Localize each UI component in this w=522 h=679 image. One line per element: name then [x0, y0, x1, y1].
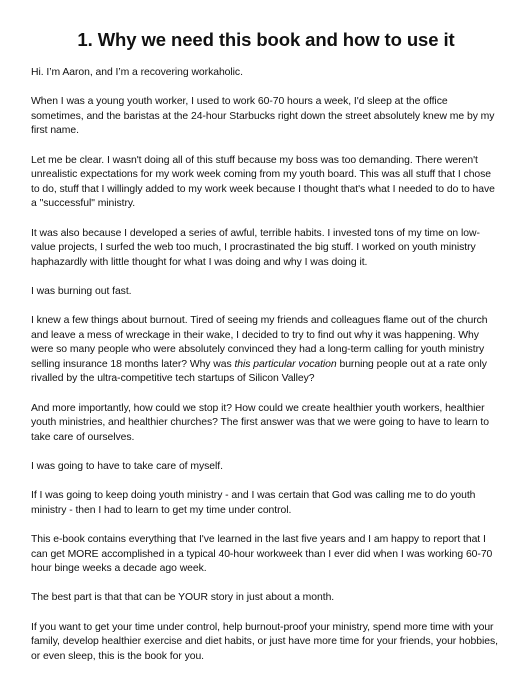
chapter-title: 1. Why we need this book and how to use it	[77, 29, 455, 50]
paragraph-how-to-stop-it: And more importantly, how could we stop it? How could we create healthier youth workers, healthier youth ministries, and healthier churches? The first answer was that we were going to have to learn to take care of ourselves.	[31, 402, 489, 443]
emphasis-particular-vocation: this particular vocation	[234, 358, 337, 370]
paragraph-burnout-knowledge	[31, 314, 501, 387]
paragraph-let-me-be-clear: Let me be clear. I wasn't doing all of this stuff because my boss was too demanding. There weren't unrealistic expectations for my work week coming from my youth board. This was all stuff that I chose to do, stuff that I willingly added to my work week because I thought that's what I needed to do to have a "successful" ministry.	[31, 154, 495, 210]
document-page	[31, 28, 501, 679]
paragraph-young-youth-worker: When I was a young youth worker, I used to work 60-70 hours a week, I'd sleep at the office sometimes, and the baristas at the 24-hour Starbucks right down the street absolutely knew me by my first name.	[31, 96, 495, 137]
paragraph-ebook-contents: This e-book contains everything that I've learned in the last five years and I am happy to report that I can get MORE accomplished in a typical 40-hour workweek than I ever did when I was working 60-70 hour binge weeks a decade ago week.	[31, 534, 493, 575]
paragraph-time-under-control: If I was going to keep doing youth ministry - and I was certain that God was calling me to do youth ministry - then I had to learn to get my time under control.	[31, 490, 476, 516]
paragraph-bad-habits: It was also because I developed a series of awful, terrible habits. I invested tons of my time on low-value projects, I surfed the web too much, I procrastinated the big stuff. I worked on youth ministry haphazardly with little thought for what I was doing and why I was doing it.	[31, 227, 480, 268]
paragraph-burnout-text-before: I knew a few things about burnout. Tired of seeing my friends and colleagues flame out of the church and leave a mess of wreckage in their wake, I decided to try to find out why it was happening. Why were so many people who were absolutely convinced they had a long-term calling for youth ministry selling insurance 18 months later? Why was	[31, 315, 488, 370]
paragraph-burning-out: I was burning out fast.	[31, 285, 132, 297]
paragraph-book-for-you: If you want to get your time under control, help burnout-proof your ministry, spend more time with your family, develop healthier exercise and diet habits, or just have more time for your friends, your hobbies, or even sleep, this is the book for you.	[31, 621, 498, 662]
paragraph-intro: Hi. I’m Aaron, and I’m a recovering workaholic.	[31, 67, 243, 78]
paragraph-burnout-text-after: burning people out at a rate only rivalled by the ultra-competitive tech startups of Silicon Valley?	[31, 358, 487, 385]
paragraph-take-care-of-myself: I was going to have to take care of myself.	[31, 461, 223, 473]
paragraph-your-story: The best part is that that can be YOUR story in just about a month.	[31, 592, 335, 604]
